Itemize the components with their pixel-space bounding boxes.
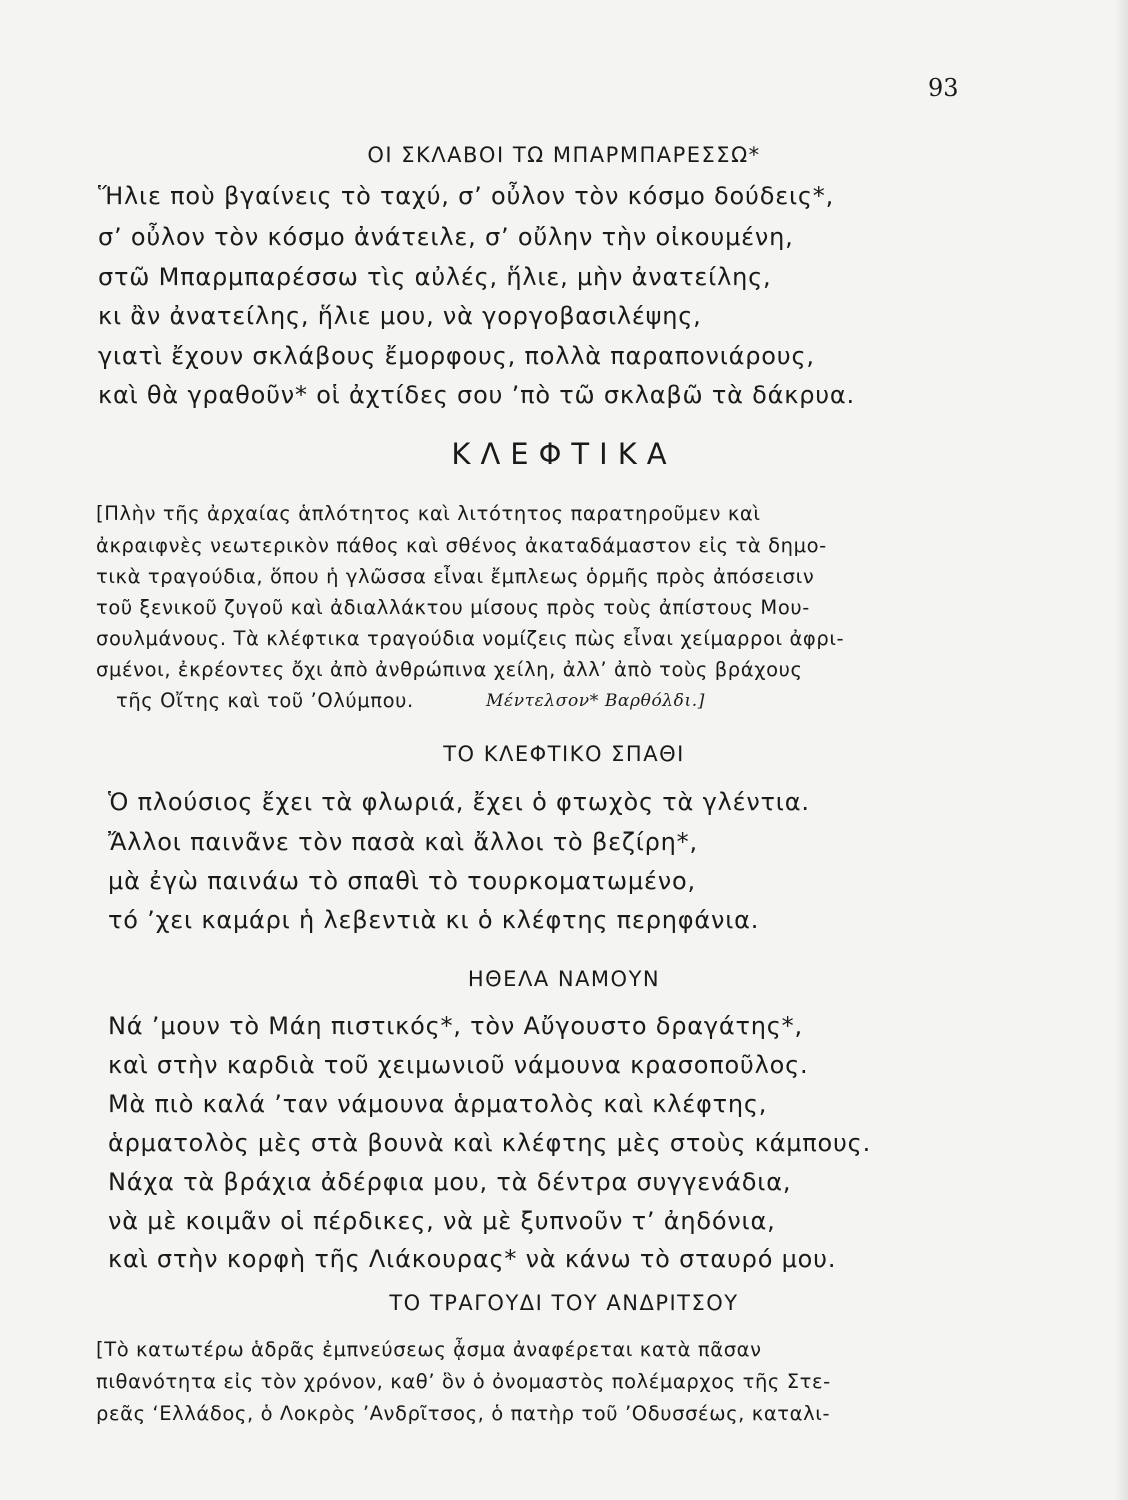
verse-line: γιατὶ ἔχουν σκλάβους ἔμορφους, πολλὰ παραπονιάρους, xyxy=(98,342,815,370)
verse-line: μὰ ἐγὼ παινάω τὸ σπαθὶ τὸ τουρκοματωμένο, xyxy=(108,867,696,895)
prose-line: [Πλὴν τῆς ἀρχαίας ἁπλότητος καὶ λιτότητος παρατηροῦμεν καὶ xyxy=(96,502,761,525)
verse-line: ἁρματολὸς μὲς στὰ βουνὰ καὶ κλέφτης μὲς στοὺς κάμπους. xyxy=(108,1129,872,1157)
verse-line: κι ἂν ἀνατείλης, ἥλιε μου, νὰ γοργοβασιλέψης, xyxy=(98,302,702,330)
verse-line: καὶ θὰ γραθοῦν* οἱ ἀχτίδες σου ’πὸ τῶ σκλαβῶ τὰ δάκρυα. xyxy=(98,381,855,409)
verse-line: τό ’χει καμάρι ἡ λεβεντιὰ κι ὁ κλέφτης περηφάνια. xyxy=(108,906,760,934)
prose-line: πιθανότητα εἰς τὸν χρόνον, καθ’ ὃν ὁ ὀνομαστὸς πολέμαρχος τῆς Στε- xyxy=(96,1370,831,1393)
scan-edge-shadow xyxy=(1114,0,1128,1500)
prose-line: ἀκραιφνὲς νεωτερικὸν πάθος καὶ σθένος ἀκαταδάμαστον εἰς τὰ δημο- xyxy=(96,534,827,557)
prose-line: τοῦ ξενικοῦ ζυγοῦ καὶ ἀδιαλλάκτου μίσους πρὸς τοὺς ἀπίστους Μου- xyxy=(96,596,810,619)
section-title-kleftika: ΚΛΕΦΤΙΚΑ xyxy=(451,437,677,471)
prose-line: τῆς Οἴτης καὶ τοῦ ’Ολύμπου. xyxy=(116,689,414,712)
page-number: 93 xyxy=(928,74,959,102)
verse-line: καὶ στὴν κορφὴ τῆς Λιάκουρας* νὰ κάνω τὸ σταυρό μου. xyxy=(108,1245,837,1273)
poem-title-sklavoi: ΟΙ ΣΚΛΑΒΟΙ ΤΩ ΜΠΑΡΜΠΑΡΕΣΣΩ* xyxy=(367,143,761,167)
verse-line: Ἄλλοι παινᾶνε τὸν πασὰ καὶ ἄλλοι τὸ βεζίρη*, xyxy=(108,828,698,856)
prose-line: τικὰ τραγούδια, ὅπου ἡ γλῶσσα εἶναι ἔμπλεως ὁρμῆς πρὸς ἀπόσεισιν xyxy=(96,565,815,588)
prose-line: σουλμάνους. Τὰ κλέφτικα τραγούδια νομίζεις πὼς εἶναι χείμαρροι ἀφρι- xyxy=(96,627,845,650)
verse-line: Νάχα τὰ βράχια ἀδέρφια μου, τὰ δέντρα συγγενάδια, xyxy=(108,1168,792,1196)
poem-title-spathi: ΤΟ ΚΛΕΦΤΙΚΟ ΣΠΑΘΙ xyxy=(443,742,685,766)
prose-line: ρεᾶς ‘Ελλάδος, ὁ Λοκρὸς ’Ανδρῖτσος, ὁ πατὴρ τοῦ ’Οδυσσέως, καταλι- xyxy=(96,1402,831,1425)
prose-line: σμένοι, ἐκρέοντες ὄχι ἀπὸ ἀνθρώπινα χείλη, ἀλλ’ ἀπὸ τοὺς βράχους xyxy=(96,658,803,681)
verse-line: Ὁ πλούσιος ἔχει τὰ φλωριά, ἔχει ὁ φτωχὸς τὰ γλέντια. xyxy=(108,788,810,816)
verse-line: νὰ μὲ κοιμᾶν οἱ πέρδικες, νὰ μὲ ξυπνοῦν τ’ ἀηδόνια, xyxy=(108,1207,776,1235)
author-signature: Μέντελσον* Βαρθόλδι.] xyxy=(486,691,705,711)
verse-line: σ’ οὖλον τὸν κόσμο ἀνάτειλε, σ’ οὔλην τὴν οἰκουμένη, xyxy=(98,223,794,251)
poem-title-namoun: ΗΘΕΛΑ ΝΑΜΟΥΝ xyxy=(467,967,661,991)
verse-line: Νά ’μουν τὸ Μάη πιστικός*, τὸν Αὔγουστο δραγάτης*, xyxy=(108,1012,803,1040)
poem-title-andritsos: ΤΟ ΤΡΑΓΟΥΔΙ ΤΟΥ ΑΝΔΡΙΤΣΟΥ xyxy=(389,1291,739,1315)
verse-line: στῶ Μπαρμπαρέσσω τὶς αὐλές, ἥλιε, μὴν ἀνατείλης, xyxy=(98,263,772,291)
prose-line: [Τὸ κατωτέρω ἁδρᾶς ἐμπνεύσεως ᾆσμα ἀναφέρεται κατὰ πᾶσαν xyxy=(96,1338,762,1361)
verse-line: Μὰ πιὸ καλά ’ταν νάμουνα ἁρματολὸς καὶ κλέφτης, xyxy=(108,1090,768,1118)
verse-line: καὶ στὴν καρδιὰ τοῦ χειμωνιοῦ νάμουνα κρασοποῦλος. xyxy=(108,1051,809,1079)
verse-line: Ἥλιε ποὺ βγαίνεις τὸ ταχύ, σ’ οὖλον τὸν κόσμο δούδεις*, xyxy=(98,182,835,210)
